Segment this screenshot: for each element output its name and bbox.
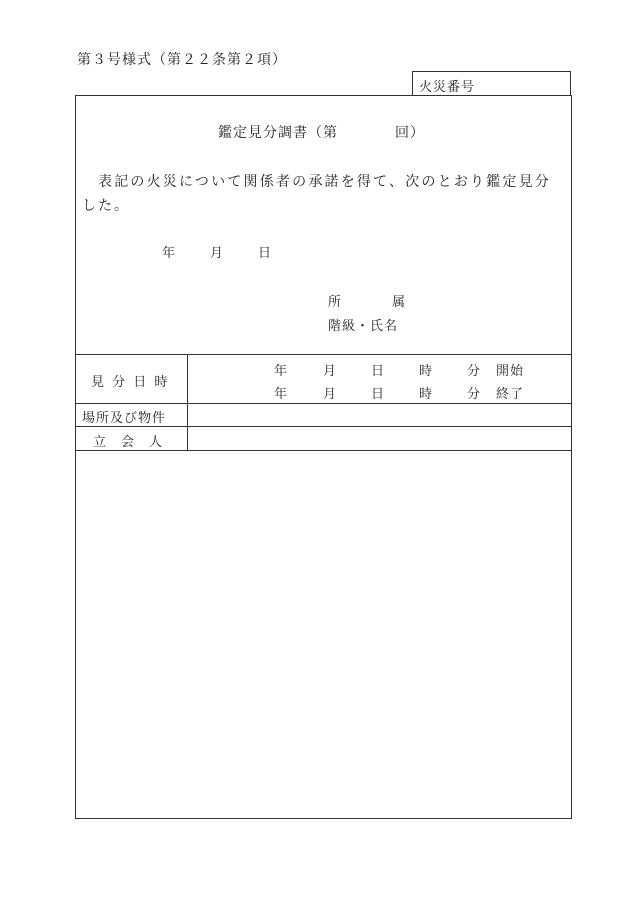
end-hour-label: 時 xyxy=(419,387,434,402)
body-text-line1: 表記の火災について関係者の承諾を得て、次のとおり鑑定見分 xyxy=(98,174,552,190)
fire-number-label: 火災番号 xyxy=(419,80,476,95)
affiliation-label-1: 所 xyxy=(328,295,343,310)
location-label: 場所及び物件 xyxy=(82,411,167,426)
document-title: 鑑定見分調書（第 xyxy=(218,125,338,141)
start-minute-label: 分 xyxy=(467,364,482,379)
free-writing-area[interactable] xyxy=(76,451,571,818)
start-hour-label: 時 xyxy=(419,364,434,379)
start-day-label: 日 xyxy=(371,364,386,379)
witness-label: 立 会 人 xyxy=(93,435,164,450)
start-year-label: 年 xyxy=(274,364,289,379)
end-suffix-label: 終了 xyxy=(496,387,525,402)
fire-number-box xyxy=(412,71,571,95)
form-number: 第３号様式（第２２条第２項） xyxy=(77,52,287,68)
witness-field[interactable] xyxy=(188,427,571,450)
rank-name-label: 階級・氏名 xyxy=(328,319,399,334)
inspection-datetime-label: 見 分 日 時 xyxy=(91,375,170,390)
end-day-label: 日 xyxy=(371,387,386,402)
table-top-border xyxy=(75,354,572,355)
affiliation-label-2: 属 xyxy=(392,295,407,310)
start-suffix-label: 開始 xyxy=(496,364,525,379)
end-minute-label: 分 xyxy=(467,387,482,402)
date-month-label: 月 xyxy=(210,246,225,261)
start-month-label: 月 xyxy=(323,364,338,379)
end-year-label: 年 xyxy=(274,387,289,402)
location-field[interactable] xyxy=(188,404,571,426)
end-month-label: 月 xyxy=(323,387,338,402)
date-day-label: 日 xyxy=(258,246,273,261)
body-text-line2: した。 xyxy=(82,198,130,214)
date-year-label: 年 xyxy=(162,246,177,261)
document-title-suffix: 回） xyxy=(395,125,425,141)
